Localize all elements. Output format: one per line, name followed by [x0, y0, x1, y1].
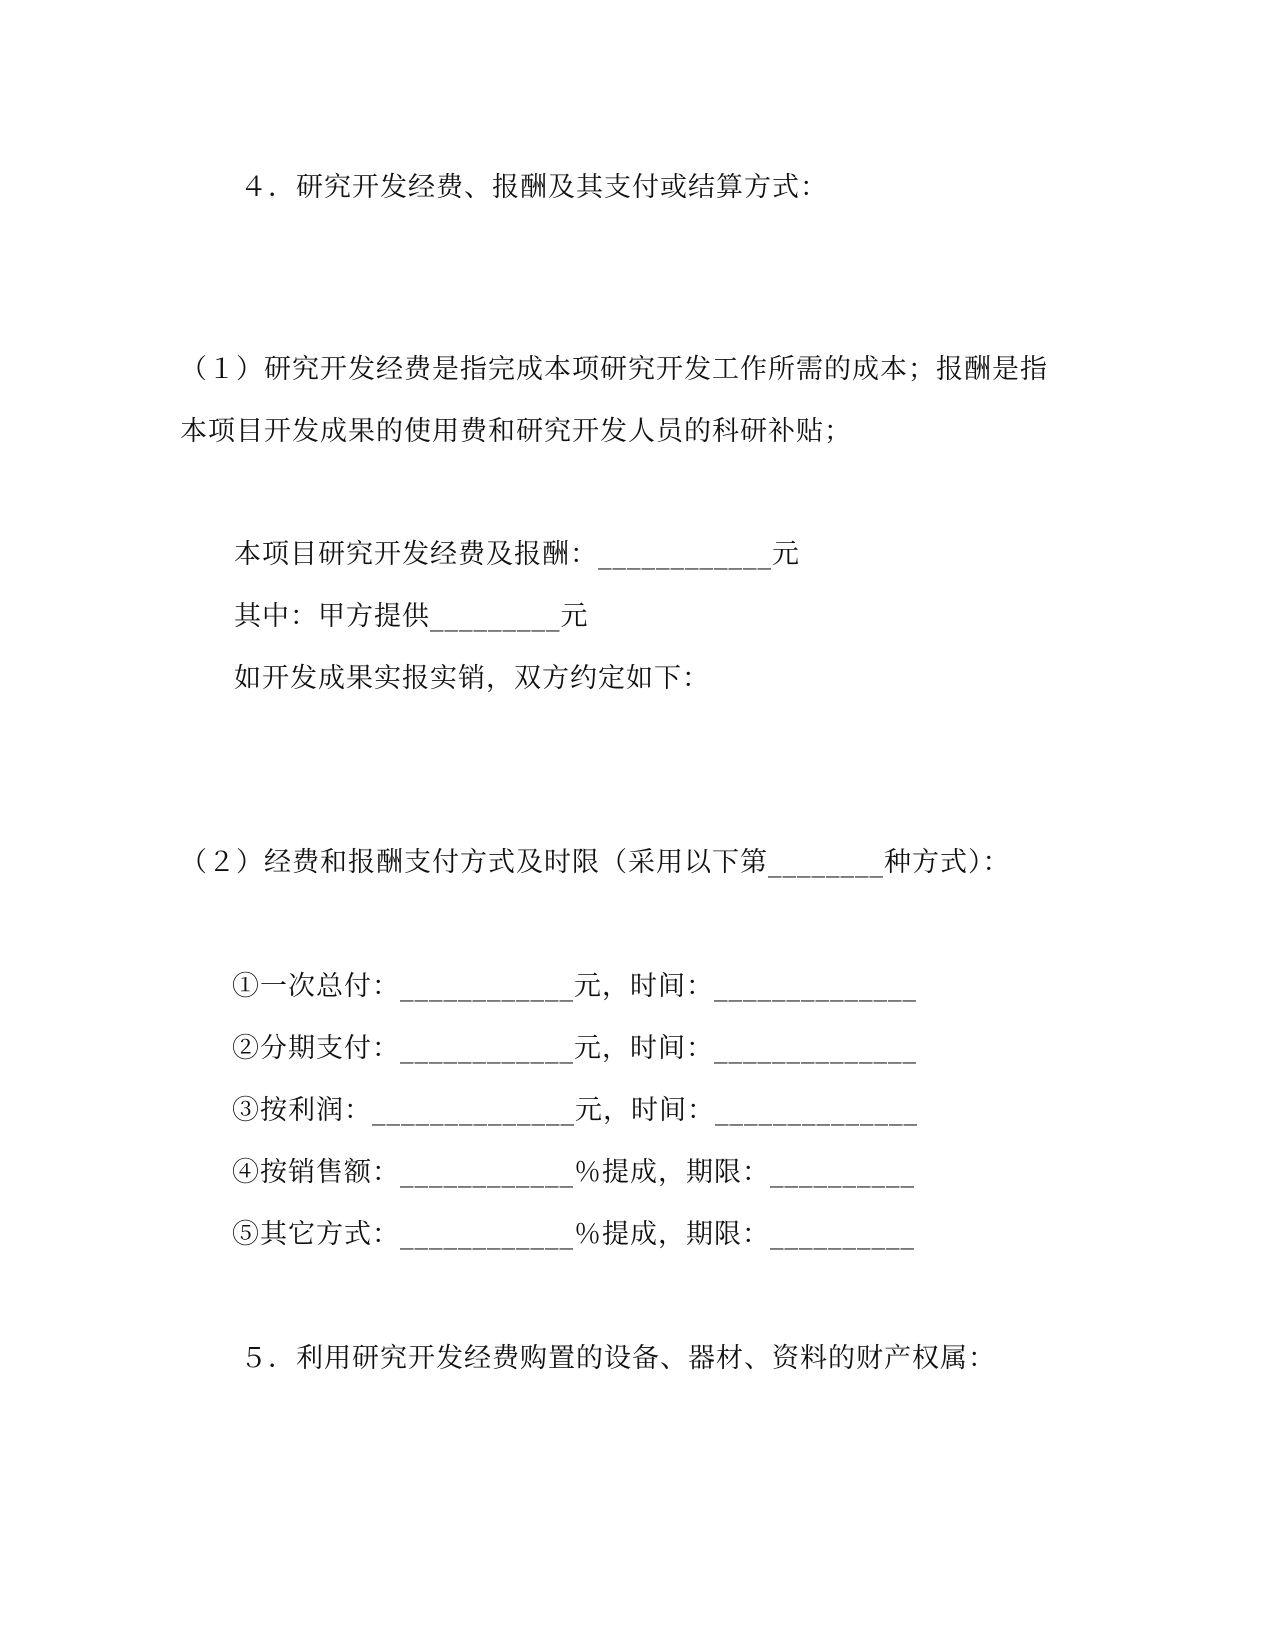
payment-option-3: ③按利润：______________元，时间：______________ [232, 1095, 918, 1126]
paragraph-2-heading: （２）经费和报酬支付方式及时限（采用以下第________种方式）： [180, 847, 1011, 878]
payment-option-4: ④按销售额：____________％提成，期限：__________ [232, 1157, 915, 1188]
section-4-heading: ４．研究开发经费、报酬及其支付或结算方式： [240, 172, 828, 203]
party-a-fee-line: 其中：甲方提供_________元 [234, 601, 589, 632]
fee-total-line: 本项目研究开发经费及报酬：____________元 [234, 539, 800, 570]
payment-option-5: ⑤其它方式：____________％提成，期限：__________ [232, 1219, 915, 1250]
payment-option-2: ②分期支付：____________元，时间：______________ [232, 1033, 917, 1064]
section-5-heading: ５．利用研究开发经费购置的设备、器材、资料的财产权属： [240, 1343, 996, 1374]
paragraph-1-line-1: （１）研究开发经费是指完成本项研究开发工作所需的成本；报酬是指 [180, 354, 1048, 385]
reimbursement-line: 如开发成果实报实销，双方约定如下： [234, 663, 710, 694]
paragraph-1-line-2: 本项目开发成果的使用费和研究开发人员的科研补贴； [180, 416, 852, 447]
payment-option-1: ①一次总付：____________元，时间：______________ [232, 971, 917, 1002]
